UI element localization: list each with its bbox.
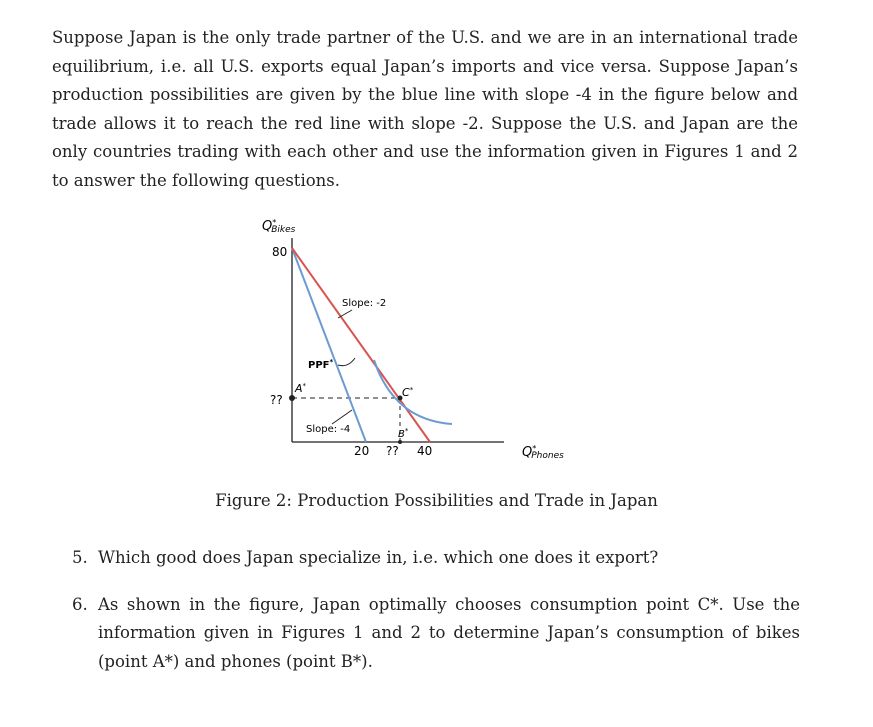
question-number: 5. [72, 548, 88, 567]
point-a [289, 395, 295, 401]
x-tick-20: 20 [354, 444, 370, 458]
y-tick-unknown: ?? [270, 393, 283, 407]
x-tick-40: 40 [417, 444, 433, 458]
x-axis-label: Q* Phones [522, 444, 564, 461]
intro-paragraph: Suppose Japan is the only trade partner of the U.S. and we are in an international trade equilibrium, i.e. all U.S. exports equal Japan’s imports and vice versa. Suppose Japan’s production possibilities are given by the blue line with slope -4 in the figure below and trade allows it to reach the red line with slope -2. Suppose the U.S. and Japan are the only countries trading with each other and use the information given in Figures 1 and 2 to answer the following questions. [52, 28, 798, 190]
figure-caption: Figure 2: Production Possibilities and Trade in Japan [215, 491, 658, 510]
question-text: Which good does Japan specialize in, i.e. which one does it export? [98, 548, 659, 567]
y-axis-label: Q* Bikes [262, 218, 296, 235]
y-tick-80: 80 [272, 245, 288, 259]
ppf-line [292, 248, 366, 442]
label-ppf: PPF* [308, 358, 334, 371]
label-slope-blue: Slope: -4 [306, 424, 351, 435]
pointer-slope-blue [332, 410, 352, 424]
label-point-a: A* [295, 382, 307, 395]
ppf-trade-chart [252, 210, 592, 470]
label-point-c: C* [402, 386, 414, 399]
question-5 [72, 544, 800, 573]
trade-line [292, 248, 430, 442]
question-6 [72, 591, 800, 677]
x-tick-unknown: ?? [386, 444, 399, 458]
question-text: As shown in the figure, Japan optimally chooses consumption point C*. Use the information given in Figures 1 and 2 to determine Japan’s consumption of bikes (point A*) and phones (point B*). [98, 594, 800, 671]
label-slope-red: Slope: -2 [342, 298, 387, 309]
pointer-ppf [338, 358, 355, 366]
question-list [72, 544, 800, 676]
label-point-b: B* [398, 427, 409, 440]
point-b [398, 440, 402, 444]
figure-2 [252, 210, 592, 470]
question-number: 6. [72, 594, 88, 614]
